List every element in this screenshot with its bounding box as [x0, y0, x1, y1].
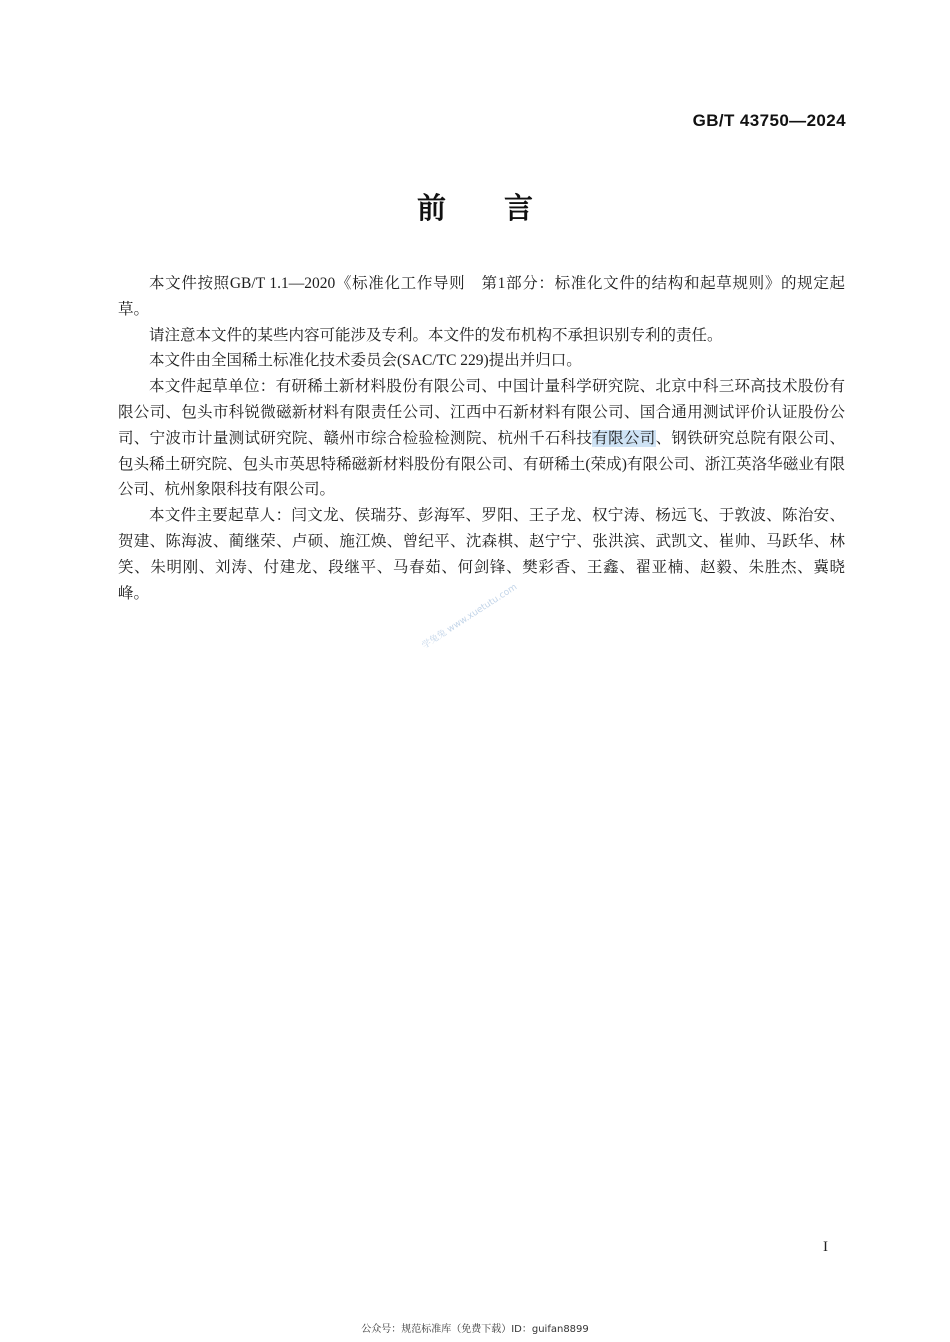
- foreword-body: [118, 271, 845, 606]
- foreword-paragraph-2: 请注意本文件的某些内容可能涉及专利。本文件的发布机构不承担识别专利的责任。: [149, 326, 723, 344]
- foreword-paragraph-3: 本文件由全国稀土标准化技术委员会(SAC/TC 229)提出并归口。: [149, 352, 582, 370]
- footer-note: 公众号：规范标准库（免费下载）ID：guifan8899: [361, 1324, 589, 1335]
- foreword-paragraph-5: 本文件主要起草人：闫文龙、侯瑞芬、彭海军、罗阳、王子龙、权宁涛、杨远飞、于敦波、陈治安、贺建、陈海波、蔺继荣、卢硕、施江焕、曾纪平、沈森棋、赵宁宁、张洪滨、武凯文、崔帅、马跃华、林笑、朱明刚、刘涛、付建龙、段继平、马春茹、何剑锋、樊彩香、王鑫、翟亚楠、赵毅、朱胜杰、冀晓峰。: [118, 507, 845, 602]
- foreword-paragraph-4: [118, 374, 845, 503]
- foreword-paragraph-1: 本文件按照GB/T 1.1—2020《标准化工作导则 第1部分：标准化文件的结构和起草规则》的规定起草。: [118, 275, 845, 318]
- highlighted-text: 有限公司: [592, 429, 656, 447]
- page-title: 前 言: [416, 193, 533, 225]
- page-number: I: [823, 1239, 828, 1255]
- drafting-units-text: 本文件起草单位：有研稀土新材料股份有限公司、中国计量科学研究院、北京中科三环高技术股份有限公司、包头市科锐微磁新材料有限责任公司、江西中石新材料有限公司、国合通用测试评价认证股份公司、宁波市计量测试研究院、赣州市综合检验检测院、杭州千石科技: [118, 378, 845, 447]
- standard-code: GB/T 43750—2024: [692, 111, 846, 130]
- drafting-units-text-continued: 、钢铁研究总院有限公司、包头稀土研究院、包头市英思特稀磁新材料股份有限公司、有研稀土(荣成)有限公司、浙江英洛华磁业有限公司、杭州象限科技有限公司。: [118, 429, 845, 499]
- watermark: 学兔兔 www.xuetutu.com: [420, 582, 520, 652]
